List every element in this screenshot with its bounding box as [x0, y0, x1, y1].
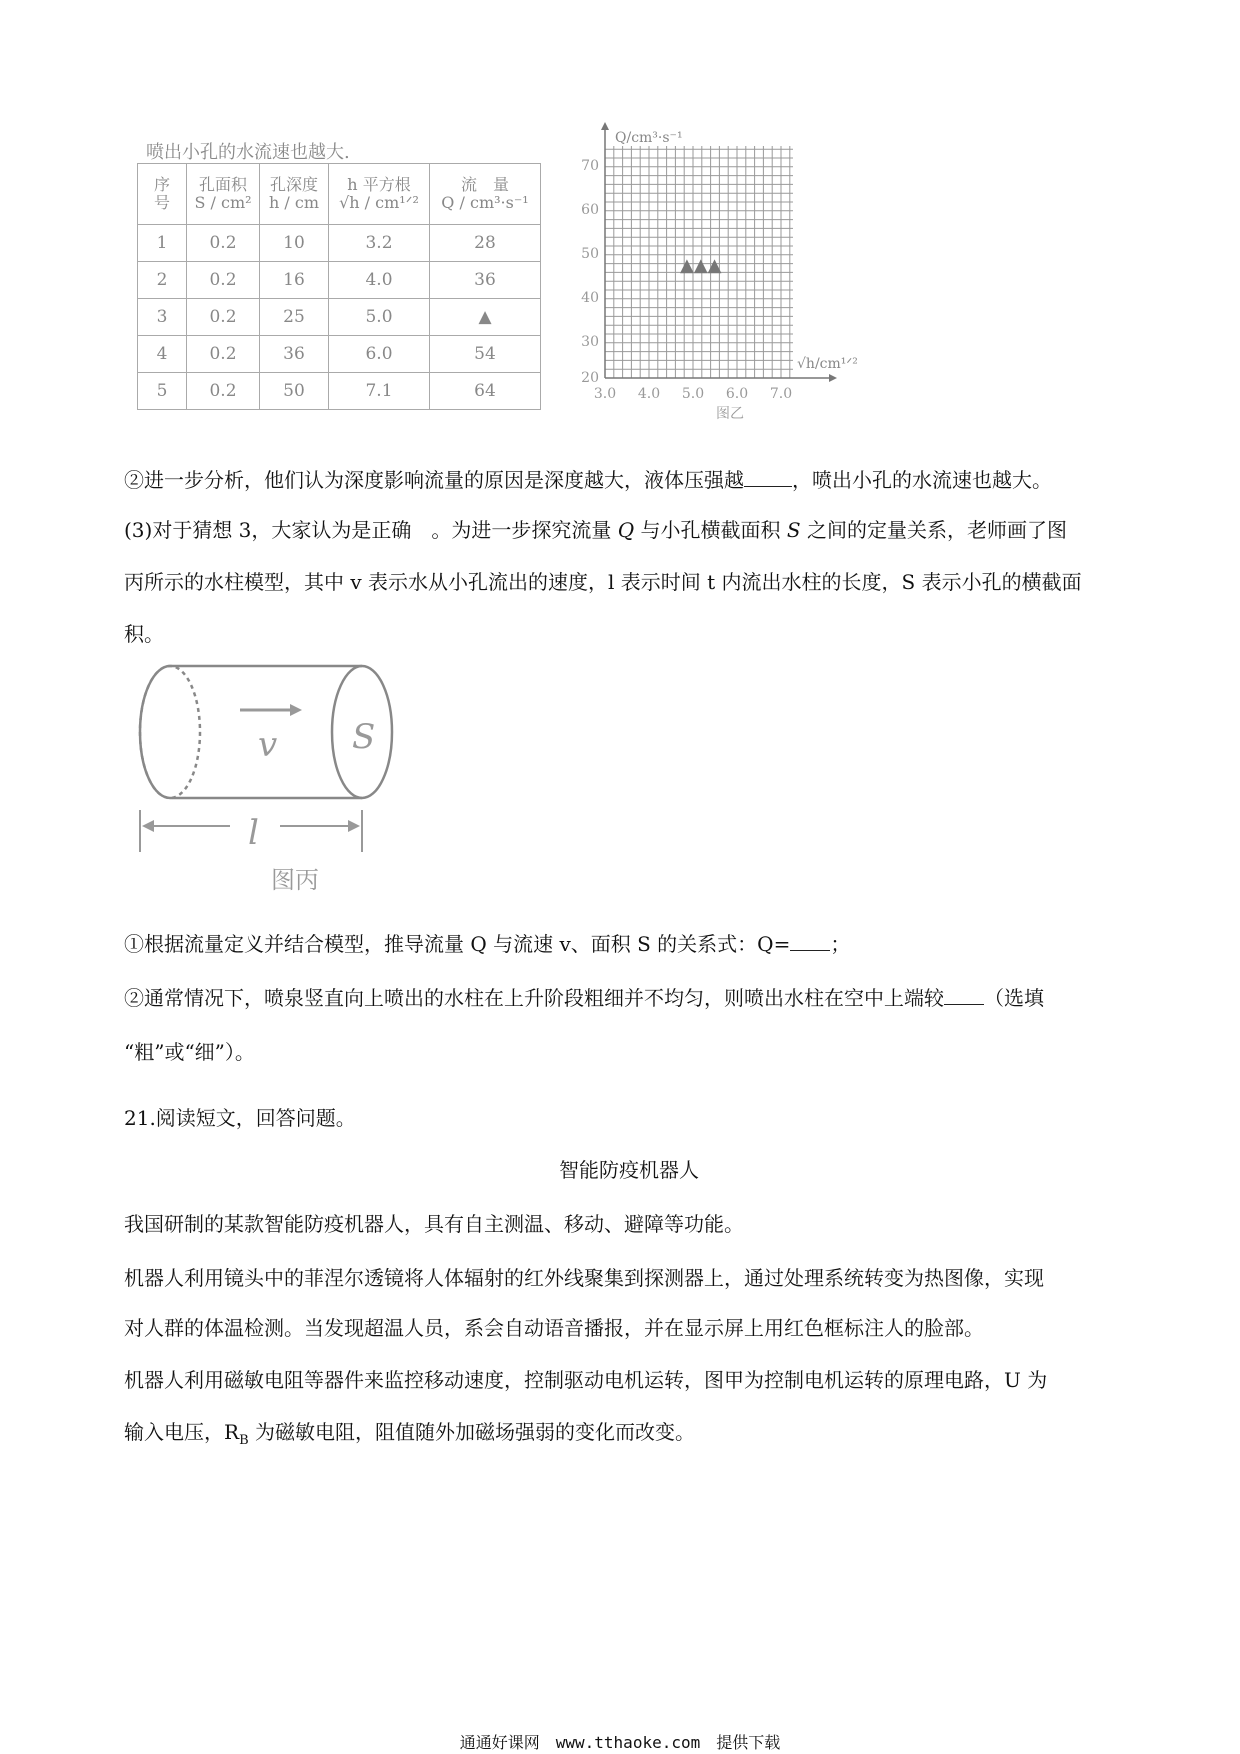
passage-paragraph-3-line2: 输入电压，$R_B$ 为磁敏电阻，阻值随外加磁场强弱的变化而改变。	[124, 1420, 695, 1448]
paragraph-pressure: ②进一步分析，他们认为深度影响流量的原因是深度越大，液体压强越 ，喷出小孔的水流速也越大。	[124, 468, 1052, 492]
table-row: 1 0.2 10 3.2 28	[138, 225, 541, 262]
header-cell: 孔深度 h / cm	[260, 164, 329, 225]
y-tick: 70	[581, 158, 599, 174]
y-tick: 50	[581, 246, 599, 262]
header-cell: 流 量 Q / cm³·s⁻¹	[430, 164, 541, 225]
header-cell: h 平方根 √h / cm¹ᐟ²	[329, 164, 430, 225]
placeholder-marks: ▲▲▲	[680, 255, 722, 276]
header-cell: 序 号	[138, 164, 187, 225]
question-flow-formula: ①根据流量定义并结合模型，推导流量 Q 与流速 v、面积 S 的关系式：Q= ；	[124, 932, 851, 956]
cylinder-figure	[130, 660, 410, 900]
y-axis-label: Q/cm³·s⁻¹	[615, 130, 683, 146]
table-row: 2 0.2 16 4.0 36	[138, 262, 541, 299]
x-tick: 4.0	[637, 386, 661, 402]
graph-caption: 图乙	[716, 406, 744, 422]
paragraph-guess3-line2: 丙所示的水柱模型，其中 v 表示水从小孔流出的速度，l 表示时间 t 内流出水柱的长度，S 表示小孔的横截面	[124, 570, 1082, 594]
question-fountain-line1: ②通常情况下，喷泉竖直向上喷出的水柱在上升阶段粗细并不均匀，则喷出水柱在空中上端较 （选填	[124, 986, 1044, 1010]
table-header-row	[138, 164, 541, 225]
paragraph-guess3-line3: 积。	[124, 622, 164, 646]
y-tick: 40	[581, 290, 599, 306]
velocity-arrowhead	[290, 704, 302, 716]
answer-blank	[744, 466, 792, 487]
passage-title: 智能防疫机器人	[559, 1158, 699, 1182]
passage-paragraph-2-line2: 对人群的体温检测。当发现超温人员，系会自动语音播报，并在显示屏上用红色框标注人的脸部。	[124, 1316, 984, 1340]
table-caption: 喷出小孔的水流速也越大.	[146, 142, 350, 163]
x-tick: 3.0	[593, 386, 617, 402]
y-tick: 60	[581, 202, 599, 218]
grid-graph	[575, 120, 895, 425]
x-axis-label: √h/cm¹ᐟ²	[797, 356, 858, 372]
footer-credit: 通通好课网 www.tthaoke.com 提供下载	[459, 1733, 781, 1752]
y-tick: 20	[581, 370, 599, 386]
paragraph-guess3-line1: (3)对于猜想 3，大家认为是正确 。为进一步探究流量 Q 与小孔横截面积 S 之间的定量关系，老师画了图	[124, 518, 1067, 542]
y-tick: 30	[581, 334, 599, 350]
x-tick: 6.0	[725, 386, 749, 402]
passage-paragraph-1: 我国研制的某款智能防疫机器人，具有自主测温、移动、避障等功能。	[124, 1212, 744, 1236]
question-fountain-line2: “粗”或“细”）。	[124, 1040, 255, 1064]
question-21: 21.阅读短文，回答问题。	[124, 1106, 356, 1130]
x-tick: 5.0	[681, 386, 705, 402]
x-tick-labels	[594, 386, 792, 402]
table-row: 5 0.2 50 7.1 64	[138, 373, 541, 410]
length-arrowhead-right	[348, 820, 360, 832]
data-table	[137, 163, 541, 410]
y-tick-labels	[581, 158, 599, 386]
x-axis-arrow	[829, 374, 837, 382]
x-tick: 7.0	[769, 386, 793, 402]
area-label: S	[352, 717, 376, 757]
velocity-label: v	[258, 725, 278, 765]
table-row: 3 0.2 25 5.0 ▲	[138, 299, 541, 336]
y-axis-arrow	[601, 122, 609, 130]
cylinder-caption: 图丙	[271, 866, 319, 894]
answer-blank	[944, 984, 984, 1005]
length-arrowhead-left	[142, 820, 154, 832]
passage-paragraph-2-line1: 机器人利用镜头中的菲涅尔透镜将人体辐射的红外线聚集到探测器上，通过处理系统转变为热图像，实现	[124, 1266, 1044, 1290]
answer-blank	[790, 930, 830, 951]
passage-paragraph-3-line1: 机器人利用磁敏电阻等器件来监控移动速度，控制驱动电机运转，图甲为控制电机运转的原理电路，U 为	[124, 1368, 1048, 1392]
length-label: l	[248, 813, 259, 853]
header-cell: 孔面积 S / cm²	[187, 164, 260, 225]
table-row: 4 0.2 36 6.0 54	[138, 336, 541, 373]
